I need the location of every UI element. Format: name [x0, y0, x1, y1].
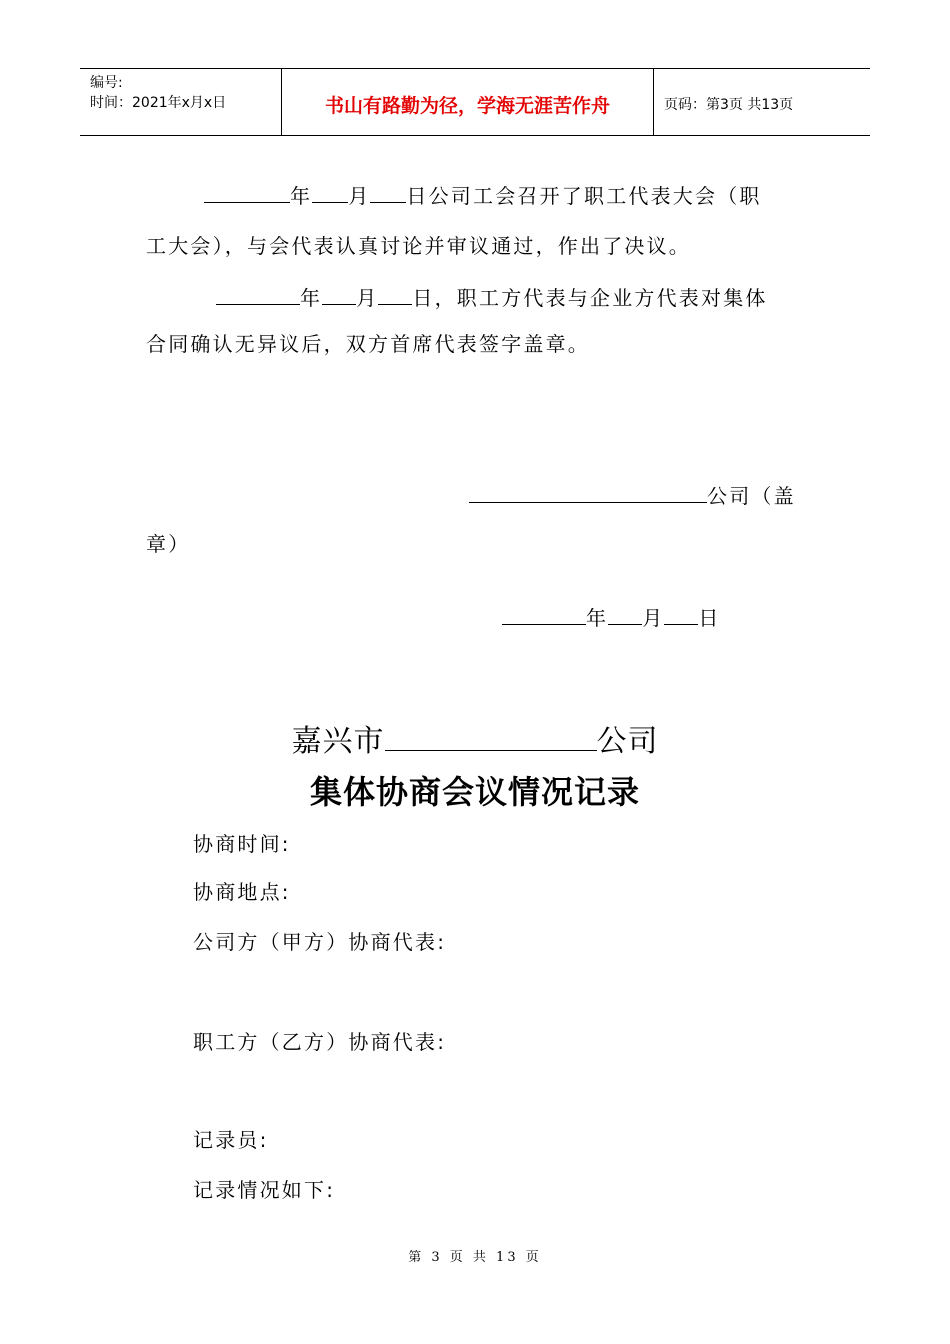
company-name-blank	[385, 720, 597, 751]
day-blank	[378, 282, 412, 305]
day-label: 日	[698, 606, 721, 630]
page-header	[80, 68, 870, 136]
month-blank	[608, 602, 642, 625]
paragraph-2-line-1	[216, 282, 768, 312]
day-blank	[664, 602, 698, 625]
record-title-company	[0, 720, 950, 764]
paragraph-1-line-1	[204, 180, 762, 210]
header-motto: 书山有路勤为径，学海无涯苦作舟	[282, 69, 654, 135]
city-label: 嘉兴市	[291, 724, 385, 759]
year-blank	[216, 282, 300, 305]
day-blank	[370, 180, 406, 203]
year-label: 年	[300, 286, 323, 310]
month-label: 月	[642, 606, 665, 630]
year-blank	[204, 180, 290, 203]
month-label: 月	[356, 286, 379, 310]
seal-company-label: 公司（盖	[707, 484, 796, 508]
month-blank	[322, 282, 356, 305]
month-blank	[312, 180, 348, 203]
seal-line	[469, 480, 796, 510]
document-date: 时间：2021年x月x日	[90, 95, 227, 111]
field-negotiation-time: 协商时间:	[193, 832, 291, 856]
month-label: 月	[348, 184, 371, 208]
company-name-blank	[469, 480, 707, 503]
header-meta	[80, 69, 282, 135]
field-negotiation-place: 协商地点:	[193, 880, 291, 904]
field-party-a-representatives: 公司方（甲方）协商代表:	[193, 930, 447, 954]
header-page-code: 页码：第3页 共13页	[664, 97, 794, 113]
year-blank	[502, 602, 586, 625]
page-footer: 第 3 页 共 13 页	[408, 1250, 542, 1265]
field-record-details: 记录情况如下:	[193, 1178, 336, 1202]
field-recorder: 记录员:	[193, 1128, 269, 1152]
year-label: 年	[586, 606, 609, 630]
field-party-b-representatives: 职工方（乙方）协商代表:	[193, 1030, 447, 1054]
paragraph-1-text: 日公司工会召开了职工代表大会（职	[406, 184, 762, 208]
company-suffix: 公司	[596, 724, 659, 759]
seal-line-2: 章）	[146, 532, 191, 556]
document-number-label: 编号:	[90, 75, 123, 91]
paragraph-2-line-2: 合同确认无异议后，双方首席代表签字盖章。	[146, 332, 590, 356]
record-title: 集体协商会议情况记录	[309, 773, 640, 811]
signature-date	[502, 602, 721, 632]
paragraph-2-text: 日，职工方代表与企业方代表对集体	[412, 286, 768, 310]
year-label: 年	[290, 184, 313, 208]
paragraph-1-line-2: 工大会），与会代表认真讨论并审议通过，作出了决议。	[146, 234, 691, 258]
